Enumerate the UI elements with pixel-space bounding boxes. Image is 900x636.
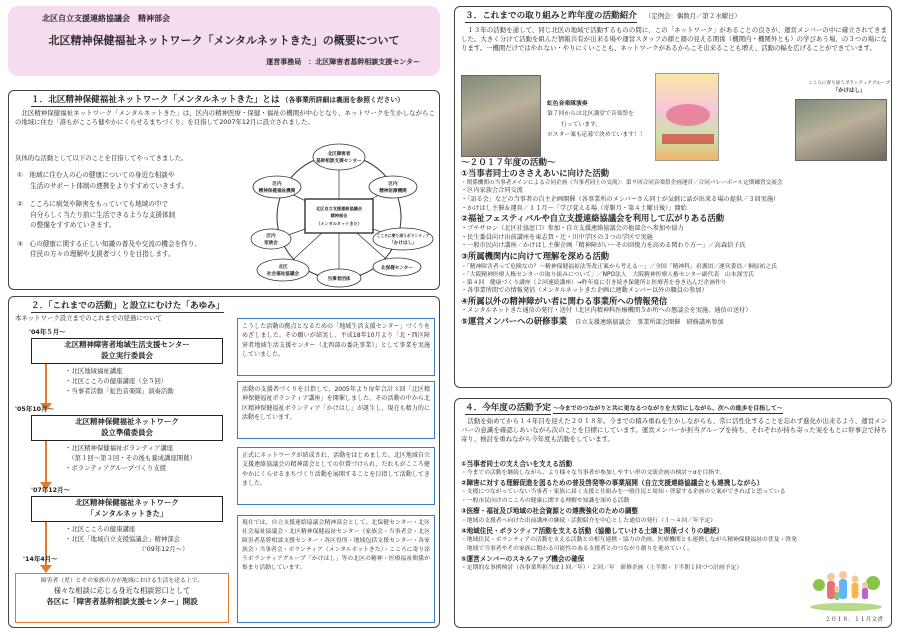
meeting-schedule: （定例会：偶数月／第２水曜日） <box>644 12 741 20</box>
node-label: 北区 <box>278 265 288 270</box>
event-photo <box>461 75 541 157</box>
timeline-activities <box>65 525 188 555</box>
group-line: ・「語る会」などの当事者の自主企画開催（各事業所のメンバーさん同士が気軽に話が出来る場の提供／３回実施） <box>461 196 780 204</box>
plan-heading: ②障害に対する理解促進を図るための普及啓発等の事業展開（自立支援連絡協議会とも連携しながら） <box>461 479 764 488</box>
goal-line: 生活のサポート体制の連携をよりすすめていきます。 <box>17 181 188 190</box>
secretariat: 運営事務局 ：北区障害者基幹相談支援センター <box>266 58 420 66</box>
section-1-note: （各事業所詳細は裏面を参照ください） <box>281 96 405 104</box>
timeline-milestone <box>31 496 223 522</box>
group-line: ・第４回 健康づくり講座（２回連続講座）→昨年度に引き続き保健所と医療者を巻き込んだ企画作り <box>461 279 727 286</box>
section-1-goals <box>17 170 242 260</box>
plan-line: ・定期的な事例検討（各事業所担当は１回／年）・２回／年 研修企画（上半期・下半期１回づつ計画予定） <box>461 565 743 571</box>
node-label: 区内 <box>388 182 398 187</box>
node-label: 精神医療機関 <box>379 189 407 194</box>
node-label: 精神保健福祉機関 <box>258 189 296 194</box>
note-line: 各区に「障害者基幹相談支援センター」開設 <box>46 597 198 607</box>
volunteer-caption <box>807 80 891 96</box>
group-line: ・「大阪精神医療人権センターの取り組みについて」／NPO法人 大阪精神医療人権センター副代表 山本深雪氏 <box>461 271 754 278</box>
node-label: 北保健センター <box>381 266 413 271</box>
group-line: 自立支援連絡協議会 事業所部会開催 研修講座参加 <box>568 318 724 326</box>
timeline-activities <box>65 367 174 397</box>
node-label: 区内 <box>272 182 282 187</box>
document-header <box>8 6 440 76</box>
activity-line: ・ボランティアグループづくり支援 <box>65 463 167 472</box>
document-title: 北区精神保健福祉ネットワーク「メンタルネットきた」の概要について <box>48 34 400 47</box>
milestone-line: 設立実行委員会 <box>101 351 153 361</box>
group-line: ・区内家族会合同交流 <box>461 187 523 195</box>
caption-line: 「かけはし」 <box>832 88 866 95</box>
plan-heading: ④地域住民・ボランティア活動を支える活動（協働していける土壌と関係づくりの継続） <box>461 526 724 535</box>
milestone-line: 北区精神保健福祉ネットワーク <box>75 498 179 507</box>
node-label: こころに寄り添うボランティア <box>376 233 430 238</box>
section-1-intro: 具体的な活動として以下のことを目指してやってきました。 <box>15 154 188 162</box>
timeline-milestone <box>31 415 223 441</box>
activity-line: ・北区精神保健福祉ボランティア講座 <box>65 444 174 452</box>
activity-line: （'09年12月～） <box>65 544 189 553</box>
caption-line: 第７回からは北区講堂で音楽祭を <box>547 111 634 118</box>
activity-groups <box>461 168 889 328</box>
node-label: 基幹相談支援センター <box>316 159 362 164</box>
group-line: ・民生委員向け出前講座を東志賀・辻・川中学区の３つの学区で実施 <box>461 233 653 241</box>
milestone-line: 設立準備委員会 <box>101 428 153 438</box>
section-1-paragraph: 北区精神保健福祉ネットワーク「メンタルネットきた」は、区内の精神医療・保健・福祉の機関が中心となり、ネットワークを生かしながらこの地域に住む「誰もがこころ健やかにくらせるまちづくり」を目指して2007年12月に設立されました。 <box>15 109 435 127</box>
caption-line: 行っています。 <box>561 121 602 128</box>
section-3-paragraph: １３年の活動を通して、同じ北区の地域で活動するものの間に、この「ネットワーク」があることの良さが、運営メンバーの中に確立されてきました。大きく分けて活動を組んだ情報共有が出来る場や運営スタッフの顔と顔の見える関係（機関内・機関外とも）の学びあう場、の３つの場になります。一機関だけではやれない・やりにくいことも、ネットワークがあるからこそ出来ることも増え、活動の幅を広げることができています。 <box>461 26 887 53</box>
node-label: 北区障害者 <box>327 152 351 157</box>
caption-line: ポスター案も応募で決めています！！ <box>547 132 646 139</box>
section-2 <box>8 296 440 628</box>
timeline-date: '05年10月～ <box>15 405 54 413</box>
section-4-subtitle: ～今までのつながりと共に更なるつながりを大切にしながら、次への進歩を目指して～ <box>553 405 783 414</box>
activity-line: ・北区「地域自立支援協議会」精神部会 <box>65 534 181 543</box>
center-label: 精神部会 <box>330 213 348 218</box>
goal-line: 自分らしく当たり前に生活できるような支援体制 <box>17 210 176 219</box>
timeline-note: 活動の支援者づくりを目指して、2005年より毎年合計３回「北区精神保健福祉ボランティア講座」を開催しました。その活動の中から北区精神保健福祉ボランティア「かけはし」が誕生し、現在も精力的に活動をしています。 <box>237 381 435 439</box>
music-caption <box>547 99 647 141</box>
group-heading: ④所属以外の精神障がい者に関わる事業所への情報発信 <box>461 295 668 306</box>
group-heading: ①当事者同士のささえあいに向けた活動 <box>461 168 610 178</box>
plan-heading: ⑤運営メンバーのスキルアップ機会の確保 <box>461 554 585 563</box>
plan-line: ・地域の支援者へ向けた出前講座の継続・活動紹介を中心とした通信の発行（３～４回／年予定） <box>461 517 717 524</box>
node-label: 「かけはし」 <box>389 241 417 246</box>
activity-line: （第１回～第３回・その後も養成講座開催） <box>65 453 197 462</box>
timeline-date: '07年12月～ <box>31 486 70 494</box>
milestone-line: 「メンタルネットきた」 <box>86 509 168 519</box>
group-line: ・関係機関の当事者メインによる合同企画（当事者同士の交流）：第９回合同音楽祭企画運営／合同バレーボール定期練習交流会 <box>461 179 783 186</box>
activity-line: ・当事者活動「虹色音楽隊」演奏活動 <box>65 386 174 395</box>
timeline-note: 正式にネットワークが結成され、活動をはじめました。北区地域自立支援連絡協議会の精神部会としての位置づけられ、だれもがこころ健やかにくらせるまちづくり活動を展開することを目指して活動してきました。 <box>237 447 435 505</box>
plan-line: 地域で当事者やその家族に関わる可能性のある支援者とのつながり創りを進めていく。 <box>461 545 693 552</box>
center-label: 北区自立支援連絡協議会 <box>315 206 363 211</box>
activity-line: ・北区こころの健康講座 <box>65 525 136 533</box>
activities-year: ～２０１７年度の活動～ <box>461 158 556 168</box>
goal-line: の整備をすすめていきます。 <box>17 221 116 230</box>
group-line: ・一般市民向け講座／かけはし主催企画「精神障がい～その回復力を高める関わり方～」／高森信子氏 <box>461 242 746 250</box>
caption-line: こころに寄り添うボランティアグループ <box>808 81 890 86</box>
network-diagram <box>243 137 439 289</box>
node-label: 当事者団体 <box>327 277 351 282</box>
group-heading: ⑤運営メンバーへの研修事業 <box>461 315 568 326</box>
center-label: （メンタルネットきた） <box>316 221 362 226</box>
section-1 <box>8 90 440 290</box>
goal-line: ① 地域に住む人の心の健康についての身近な相談や <box>17 171 175 179</box>
node-label: 社会福祉協議会 <box>266 272 300 277</box>
timeline-milestone <box>31 338 223 364</box>
section-4-title: ４．今年度の活動予定 <box>465 402 551 415</box>
plan-items <box>461 459 811 573</box>
goal-line: ③ 心の健康に関する正しい知識の普及や交流の機会を作り、 <box>17 239 201 248</box>
document-date: ２０１８．１１月文責 <box>825 616 883 623</box>
timeline-activities <box>65 444 196 474</box>
activity-line: ・北区こころの健康講座（全５回） <box>65 376 168 385</box>
plan-line: ・地域住民・ボランティアの活動を支える活動との相互連携・協力の企画。医療機関とも連携しながら精神保健福祉の普及・啓発 <box>461 536 797 543</box>
goal-line: 住民の方々の理解や支援者づくりを目指します。 <box>17 250 175 259</box>
timeline-note: こうした活動の拠点となるための「地域生活支援センター」づくりをめざしました。その願いが結実し、平成18年10月より「北・西区障害者地域生活支援センター（北西部の委託事業）」として事業を実施していました。 <box>237 318 435 376</box>
activity-line: ・北区地域福祉講座 <box>65 367 123 375</box>
section-4-paragraph: 活動を始めてから１４年目を迎えた２０１８年。今までの積み重ねを生かしながらも、常に活性化することを忘れず進化が出来るよう、運営メンバーの意識を確認しあいながら次のことを目標にしています。運営メンバーが担当グループを持ち、それぞれが持ち寄った案をもとに幹事会で持ち寄り、検討を重ねながら今年度も活動をしています。 <box>461 417 887 444</box>
note-line: 障害者（児）とその家族の方が地域における生活を送る上で、 <box>40 578 204 584</box>
group-line: ・各事業所間での情報発信（メンタルネットきた企画に連動メンバー以外の職員の参加） <box>461 287 708 295</box>
plan-line: ・一般市民向けのこころの健康に関する理解や知識を深める活動 <box>461 498 630 505</box>
group-heading: ③所属機関内に向けて理解を深める活動 <box>461 251 610 262</box>
section-3-title: ３．これまでの取り組みと昨年度の活動紹介 <box>465 10 637 23</box>
timeline-date: '04年５月～ <box>29 328 66 336</box>
plan-heading: ①当事者同士の支え合いを支える活動 <box>461 460 573 468</box>
section-2-title: ２．「これまでの活動」と設立にむけた「あゆみ」 <box>31 300 224 313</box>
plan-heading: ③医療・福祉及び地域の社会資源との連携強化のための調整 <box>461 507 639 516</box>
group-heading: ②福祉フェスティバルや自立支援連絡協議会を利用して広がりある活動 <box>461 213 724 224</box>
plan-line: ・支援につながっていない当事者・家族に届く支援と仕組みを一般住民と周知・啓蒙する企画の立案ができればと思っている <box>461 489 786 496</box>
node-label: 区内 <box>266 234 276 239</box>
group-line: ・かけはし主催＆運営／１１月～「学び覚える場（寄駆月・第４土曜日後）」開始 <box>461 204 687 212</box>
node-label: 家族会 <box>264 241 278 246</box>
section-2-intro: 本ネットワーク設立までのこれまでの経過について <box>15 314 162 322</box>
timeline-arrow <box>45 364 47 404</box>
section-1-title: １．北区精神保健福祉ネットワーク「メンタルネットきた」とは <box>31 94 280 107</box>
note-line: 様々な相談に応じる身近な相談窓口として <box>53 585 191 595</box>
timeline-note: 現在では、自立支援連絡協議会精神部会として、北保健センター・北区社会福祉協議会・北区精神保健福祉センター（家族会・当事者会・北区障害者基幹相談支援センター・各区役所・地域包括支援センター・各家族会・当事者会・ボランティア（メンタルネットきた）・こころに寄り添うボランティアグループ「かけはし」等の北区の精神・医療福祉関係が集まり活動しています。 <box>237 515 435 623</box>
timeline-date: '14年4月～ <box>23 555 58 563</box>
support-center-note <box>15 573 229 623</box>
goal-line: ② こころに病気や障害をもっていても地域の中で <box>17 200 168 209</box>
plan-line: ・今までの活動を継続しながら、より様々な当事者が参加しやすい形の交流企画の検討＋αを目指す。 <box>461 470 726 477</box>
timeline-arrow <box>45 441 47 483</box>
section-3 <box>454 6 892 388</box>
milestone-line: 北区精神障害者地域生活支援センター <box>64 340 190 349</box>
family-illustration <box>809 555 883 611</box>
group-line: ・ブチサロン（北区社協窓口）参加・自立支援連絡協議会の他部会へ参加や協力 <box>461 225 684 233</box>
group-line: ・「精神障害者って危険なの？～精神保健福祉法等改正案から考える～」／全国「精神科」看護団／運営委員／桐原祐之氏 <box>461 263 777 270</box>
section-4 <box>454 398 892 628</box>
milestone-line: 北区精神保健福祉ネットワーク <box>75 417 179 426</box>
organization-name: 北区自立支援連絡協議会 精神部会 <box>42 14 170 23</box>
volunteer-photo <box>795 99 887 161</box>
group-line: ・メンタルネットきた通信の発行・送付（北区内精神科医療機関５か所への懇談会を実施、通信の送付） <box>461 307 752 315</box>
caption-line: 虹色音楽隊演奏 <box>547 101 588 107</box>
concert-poster <box>655 73 719 161</box>
